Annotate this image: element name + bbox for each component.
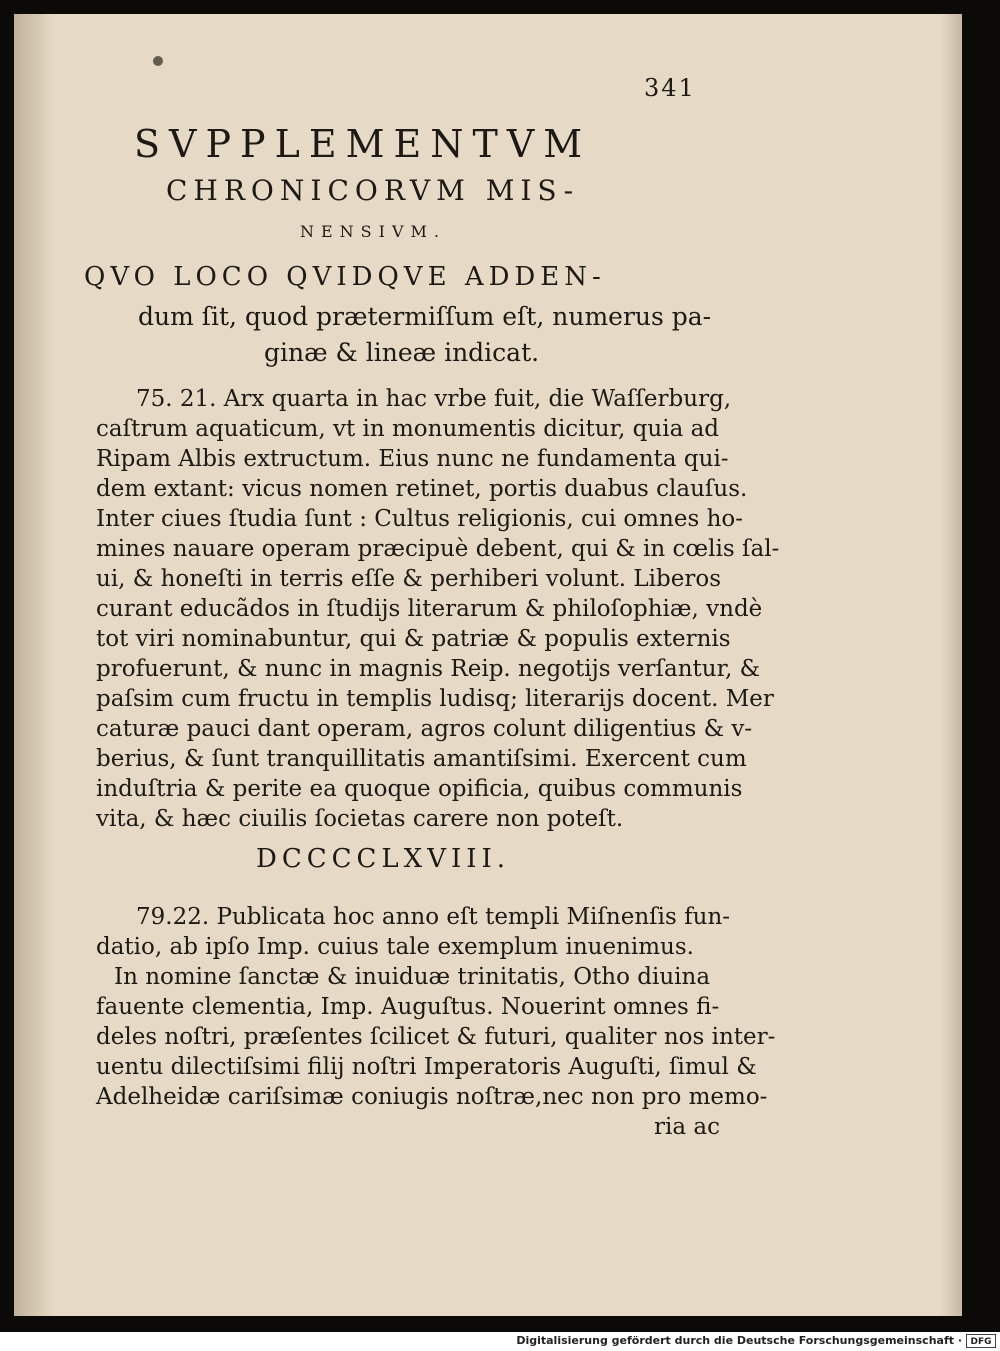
footer-bar — [0, 1332, 1000, 1351]
text-line: caturæ pauci dant operam, agros colunt diligentius & v- — [96, 716, 753, 742]
page-number: 341 — [644, 74, 696, 102]
text-line: vita, & hæc ciuilis ſocietas carere non poteſt. — [96, 806, 624, 832]
text-line: In nomine ſanctæ & inuiduæ trinitatis, Otho diuina — [114, 964, 711, 990]
text-line: uentu dilectiſsimi filij noſtri Imperatoris Auguſti, ſimul & — [96, 1054, 757, 1080]
text-line: 75. 21. Arx quarta in hac vrbe fuit, die Waſſerburg, — [136, 386, 732, 412]
footer-credit: Digitalisierung gefördert durch die Deutsche Forschungsgemeinschaft · — [516, 1334, 962, 1347]
text-line: Inter ciues ſtudia ſunt : Cultus religionis, cui omnes ho- — [96, 506, 744, 532]
text-line: Adelheidæ cariſsimæ coniugis noſtræ,nec non pro memo- — [96, 1084, 768, 1110]
book-page — [14, 14, 962, 1316]
text-line: curant educãdos in ſtudijs literarum & philoſophiæ, vndè — [96, 596, 763, 622]
text-line: dem extant: vicus nomen retinet, portis duabus clauſus. — [96, 476, 748, 502]
subtitle-line: dum ſit, quod prætermiſſum eſt, numerus pa- — [138, 302, 712, 331]
subtitle-line: ginæ & lineæ indicat. — [264, 338, 540, 367]
subtitle-line: QVO LOCO QVIDQVE ADDEN- — [84, 262, 606, 292]
text-line: paſsim cum fructu in templis ludisq; literarijs docent. Mer — [96, 686, 774, 712]
text-line: mines nauare operam præcipuè debent, qui & in cœlis ſal- — [96, 536, 780, 562]
text-line: berius, & ſunt tranquillitatis amantiſsimi. Exercent cum — [96, 746, 747, 772]
text-line: induſtria & perite ea quoque opificia, quibus communis — [96, 776, 743, 802]
text-line: deles noſtri, præſentes ſcilicet & futuri, qualiter nos inter- — [96, 1024, 776, 1050]
text-line: ui, & honeſti in terris eſſe & perhiberi volunt. Liberos — [96, 566, 722, 592]
text-line: datio, ab ipſo Imp. cuius tale exemplum inuenimus. — [96, 934, 694, 960]
text-line: 79.22. Publicata hoc anno eſt templi Miſnenſis fun- — [136, 904, 731, 930]
text-line: caſtrum aquaticum, vt in monumentis dicitur, quia ad — [96, 416, 720, 442]
text-line: Ripam Albis extructum. Eius nunc ne fundamenta qui- — [96, 446, 729, 472]
text-line: profuerunt, & nunc in magnis Reip. negotijs verſantur, & — [96, 656, 761, 682]
title-line-1: SVPPLEMENTVM — [134, 122, 592, 166]
text-line: tot viri nominabuntur, qui & patriæ & populis externis — [96, 626, 731, 652]
text-line: fauente clementia, Imp. Auguſtus. Nouerint omnes fi- — [96, 994, 720, 1020]
dfg-logo: DFG — [966, 1334, 996, 1348]
ink-spot — [153, 56, 163, 66]
title-line-2: CHRONICORVM MIS- — [166, 174, 580, 207]
title-line-3: NENSIVM. — [300, 222, 446, 241]
text-line: ria ac — [654, 1114, 720, 1140]
section-year-heading: DCCCCLXVIII. — [256, 844, 511, 874]
